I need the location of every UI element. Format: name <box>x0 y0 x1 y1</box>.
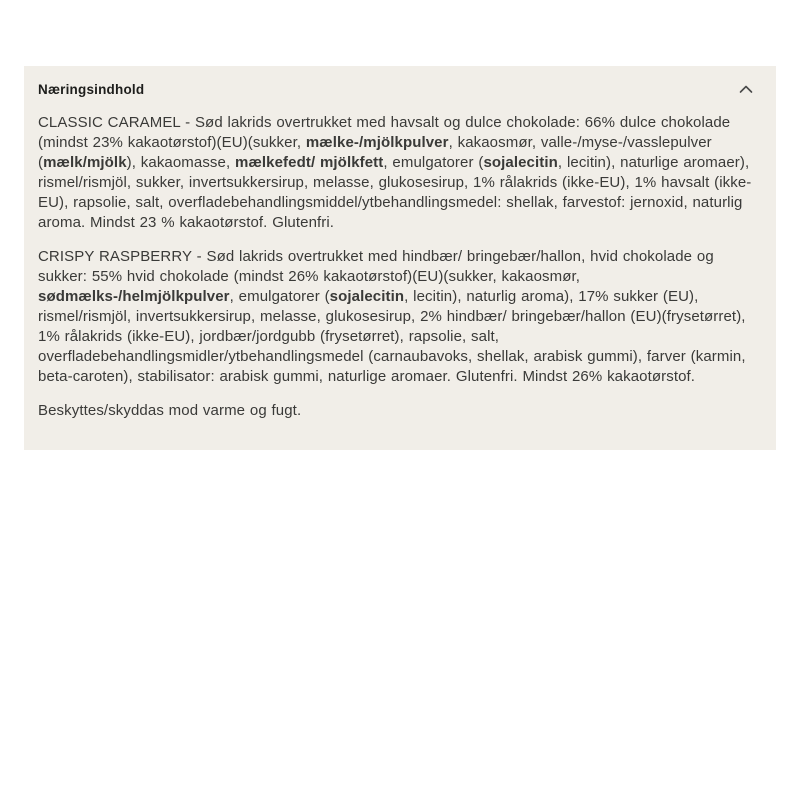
crispy-raspberry-ingredients: CRISPY RASPBERRY - Sød lakrids overtrukket med hindbær/ bringebær/hallon, hvid chokolade og sukker: 55% hvid chokolade (mindst 26% kakaotørstof)(EU)(sukker, kakaosmør, sødmælks-/helmjölkpulver, emulgatorer (sojalecitin, lecitin), naturlig aroma), 17% sukker (EU), rismel/rismjöl, invertsukkersirup, melasse, glukosesirup, 2% hindbær/ bringebær/hallon (EU)(frysetørret), 1% rålakrids (ikke-EU), jordbær/jordgubb (frysetørret), rapsolie, salt, overfladebehandlingsmidler/ytbehandlingsmedel (carnaubavoks, shellak, arabisk gummi), farver (karmin, beta-caroten), stabilisator: arabisk gummi, naturlige aromaer. Glutenfri. Mindst 26% kakaotørstof. <box>38 248 746 385</box>
storage-note: Beskyttes/skyddas mod varme og fugt. <box>38 402 302 419</box>
chevron-up-icon[interactable] <box>738 84 754 96</box>
classic-caramel-ingredients: CLASSIC CARAMEL - Sød lakrids overtrukket med havsalt og dulce chokolade: 66% dulce chokolade (mindst 23% kakaotørstof)(EU)(sukker, mælke-/mjölkpulver, kakaosmør, valle-/myse-/vasslepulver (mælk/mjölk), kakaomasse, mælkefedt/ mjölkfett, emulgatorer (sojalecitin, lecitin), naturlige aromaer), rismel/rismjöl, sukker, invertsukkersirup, melasse, glukosesirup, 1% rålakrids (ikke-EU), 1% havsalt (ikke-EU), rapsolie, salt, overfladebehandlingsmiddel/ytbehandlingsmedel: shellak, farvestof: jernoxid, naturlig aroma. Mindst 23 % kakaotørstof. Glutenfri. <box>38 114 752 231</box>
nutrition-accordion-header[interactable] <box>38 80 760 97</box>
accordion-title: Næringsindhold <box>38 82 145 97</box>
ingredients-text <box>38 113 760 421</box>
nutrition-accordion-panel <box>24 66 776 450</box>
